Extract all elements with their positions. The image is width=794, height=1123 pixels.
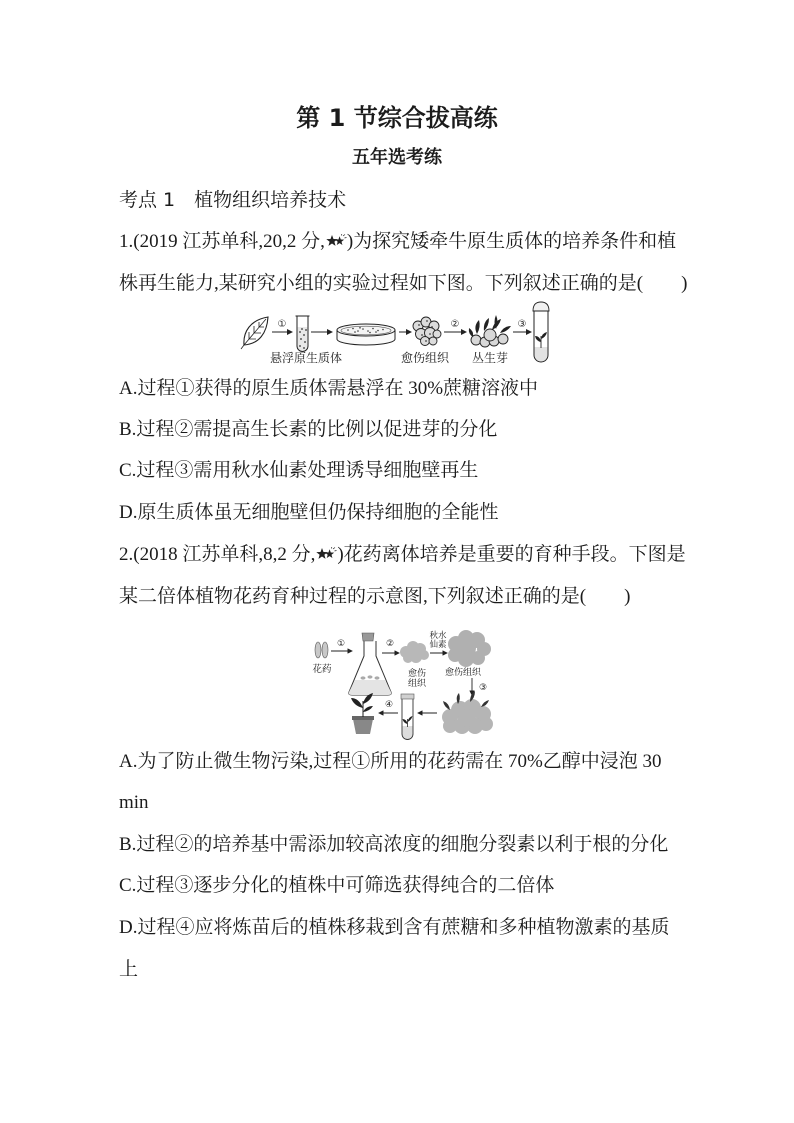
culture-flask-icon: [349, 633, 391, 695]
callus-icon: [400, 641, 429, 663]
q2-option-a-line-2: min: [119, 792, 149, 813]
anther-icon: [315, 642, 328, 658]
callus-label: 愈伤组织: [400, 351, 450, 365]
q2-stem-text: )花药离体培养是重要的育种手段。下图是: [337, 544, 686, 565]
step2-number: ②: [450, 319, 460, 330]
callus-with-shoots-icon: [442, 691, 493, 734]
leaf-icon: [241, 317, 268, 349]
q1-option-a: A.过程①获得的原生质体需悬浮在 30%蔗糖溶液中: [119, 378, 539, 399]
callus-label-line-2: 组织: [407, 679, 427, 689]
petri-dish-icon: [337, 324, 395, 345]
step4-number: ④: [384, 700, 394, 710]
topic-heading: 考点 1 植物组织培养技术: [119, 189, 347, 211]
anther-label: 花药: [312, 664, 332, 675]
q2-stem-line-1: [119, 543, 686, 567]
q2-breeding-diagram: [300, 622, 500, 742]
colchicine-label-line-1: 秋水: [429, 631, 447, 641]
step2-number: ②: [385, 639, 395, 649]
treated-callus-icon: [448, 630, 491, 667]
step3-number: ③: [478, 683, 488, 693]
q1-source: 1.(2019 江苏单科,20,2 分,: [119, 231, 325, 252]
potted-plant-icon: [351, 693, 374, 734]
page-subtitle: 五年选考练: [352, 147, 442, 168]
q1-stem-line-2: 株再生能力,某研究小组的实验过程如下图。下列叙述正确的是( ): [119, 273, 688, 294]
step1-number: ①: [336, 639, 346, 649]
q2-option-a-line-1: A.为了防止微生物污染,过程①所用的花药需在 70%乙醇中浸泡 30: [119, 751, 662, 772]
q1-option-d: D.原生质体虽无细胞壁但仍保持细胞的全能性: [119, 502, 499, 523]
q1-option-c: C.过程③需用秋水仙素处理诱导细胞壁再生: [119, 460, 479, 481]
colchicine-label-line-2: 仙素: [429, 640, 447, 650]
q1-option-b: B.过程②需提高生长素的比例以促进芽的分化: [119, 419, 498, 440]
page-title: 第 1 节综合拔高练: [296, 104, 498, 132]
q1-stem-line-1: [119, 230, 676, 254]
plantlet-tube-icon: [401, 694, 414, 740]
callus-label-line-1: 愈伤: [407, 669, 427, 679]
q2-option-d-line-1: D.过程④应将炼苗后的植株移栽到含有蔗糖和多种植物激素的基质: [119, 917, 670, 938]
q2-stem-line-2: 某二倍体植物花药育种过程的示意图,下列叙述正确的是( ): [119, 586, 631, 607]
q2-option-d-line-2: 上: [119, 959, 139, 980]
difficulty-stars-icon: [315, 547, 337, 561]
callus-icon: [413, 317, 441, 346]
q2-source: 2.(2018 江苏单科,8,2 分,: [119, 544, 316, 565]
difficulty-stars-icon: [325, 234, 347, 248]
q2-option-b: B.过程②的培养基中需添加较高浓度的细胞分裂素以利于根的分化: [119, 834, 669, 855]
q1-process-diagram: [240, 300, 560, 372]
q1-stem-text: )为探究矮牵牛原生质体的培养条件和植: [346, 231, 677, 252]
q2-option-c: C.过程③逐步分化的植株中可筛选获得纯合的二倍体: [119, 875, 555, 896]
plantlet-tube-icon: [533, 302, 549, 362]
protoplast-label: 悬浮原生质体: [269, 351, 343, 365]
treated-callus-label: 愈伤组织: [444, 668, 482, 678]
shoots-label: 丛生芽: [471, 351, 509, 365]
protoplast-tube-icon: [296, 316, 310, 352]
clustered-shoots-icon: [469, 315, 511, 347]
step3-number: ③: [517, 319, 527, 330]
step1-number: ①: [277, 319, 287, 330]
